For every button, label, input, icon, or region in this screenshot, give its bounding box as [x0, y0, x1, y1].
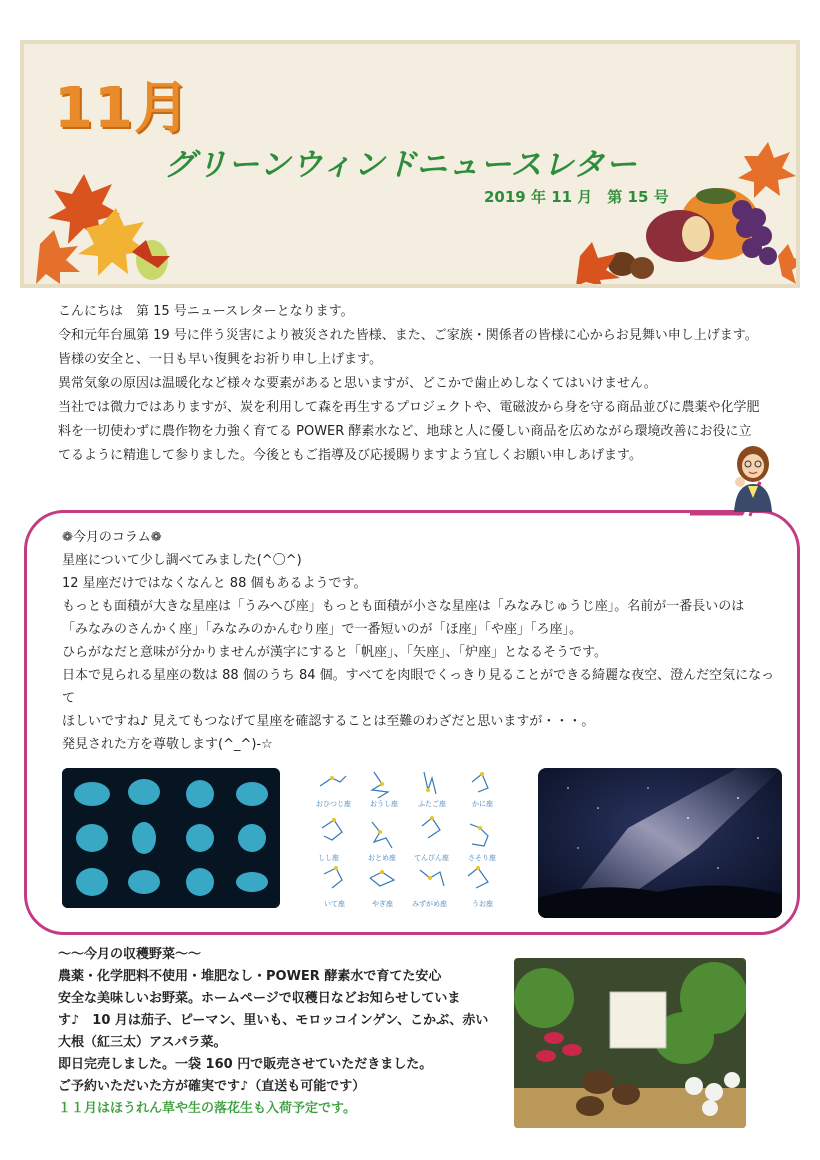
constellation-label: うお座 [472, 900, 493, 908]
zodiac-signs-image [62, 768, 280, 908]
column-line: 星座について少し調べてみました(^〇^) [62, 553, 302, 568]
constellation-label: てんびん座 [414, 854, 449, 862]
constellation-label: おうし座 [370, 800, 398, 808]
constellation-label: やぎ座 [372, 900, 393, 908]
harvest-line: 農薬・化学肥料不使用・堆肥なし・POWER 酵素水で育てた安心 [58, 969, 442, 984]
header-banner [20, 40, 800, 288]
column-line: ほしいですね♪ 見えてもつなげて星座を確認することは至難のわざだと思いますが・・・。 [62, 714, 595, 729]
column-line: 12 星座だけではなくなんと 88 個もあるようです。 [62, 576, 367, 591]
milky-way-photo [538, 768, 782, 918]
column-line: ひらがなだと意味が分かりませんが漢字にすると「帆座」、「矢座」、「炉座」となるそうです。 [62, 645, 607, 660]
constellation-chart-image [312, 768, 512, 916]
vegetables-photo [514, 958, 746, 1128]
intro-line: てるように精進して参りました。今後ともご指導及び応援賜りますよう宜しくお願い申しあげます。 [58, 448, 642, 463]
intro-line: 異常気象の原因は温暖化など様々な要素があると思いますが、どこかで歯止めしなくてはいけません。 [58, 376, 657, 391]
column-line: 「みなみのさんかく座」「みなみのかんむり座」で一番短いのが「ほ座」「や座」「ろ座」。 [62, 622, 583, 637]
column-line: もっとも面積が大きな星座は「うみへび座」もっとも面積が小さな星座は「みなみじゅうじ座」。名前が一番長いのは [62, 599, 745, 614]
woman-avatar-illustration [728, 442, 778, 512]
column-heading: ❁今月のコラム❁ [62, 530, 162, 545]
harvest-line: す♪ 10 月は茄子、ピーマン、里いも、モロッコインゲン、こかぶ、赤い [58, 1013, 489, 1028]
intro-line: 令和元年台風第 19 号に伴う災害により被災された皆様、また、ご家族・関係者の皆様に心からお見舞い申し上げます。 [58, 328, 758, 343]
harvest-heading: ～～今月の収穫野菜～～ [58, 947, 202, 962]
intro-text [58, 300, 778, 468]
constellation-label: ふたご座 [418, 800, 446, 808]
harvest-note: １１月はほうれん草や生の落花生も入荷予定です。 [58, 1101, 356, 1116]
intro-line: 料を一切使わずに農作物を力強く育てる POWER 酵素水など、地球と人に優しい商品を広めながら環境改善にお役に立 [58, 424, 752, 439]
autumn-leaves-illustration-left [32, 164, 182, 284]
harvest-line: 大根（紅三太）アスパラ菜。 [58, 1035, 227, 1050]
harvest-line: ご予約いただいた方が確実です♪（直送も可能です） [58, 1079, 366, 1094]
column-line: 日本で見られる星座の数は 88 個のうち 84 個。すべてを肉眼でくっきり見ることができる綺麗な夜空、澄んだ空気になって [62, 668, 775, 706]
constellation-label: おとめ座 [368, 854, 396, 862]
harvest-line: 即日完売しました。一袋 160 円で販売させていただきました。 [58, 1057, 433, 1072]
constellation-label: さそり座 [468, 854, 496, 862]
constellation-label: みずがめ座 [412, 900, 447, 908]
constellation-label: かに座 [472, 800, 493, 808]
month-title: 11月 [54, 76, 191, 141]
issue-date: 2019 年 11 月 第 15 号 [484, 188, 669, 206]
intro-line: 当社では微力ではありますが、炭を利用して森を再生するプロジェクトや、電磁波から身を守る商品並びに農薬や化学肥 [58, 400, 760, 415]
intro-line: こんにちは 第 15 号ニュースレターとなります。 [58, 304, 354, 319]
constellation-label: いて座 [324, 900, 345, 908]
intro-line: 皆様の安全と、一日も早い復興をお祈り申し上げます。 [58, 352, 382, 367]
harvest-section [58, 944, 498, 1120]
newsletter-title: グリーンウィンドニュースレター [164, 147, 638, 183]
constellation-label: おひつじ座 [316, 800, 351, 808]
constellation-label: しし座 [318, 854, 339, 862]
column-line: 発見された方を尊敬します(^_^)-☆ [62, 737, 273, 752]
harvest-line: 安全な美味しいお野菜。ホームページで収穫日などお知らせしていま [58, 991, 461, 1006]
column-text [62, 526, 782, 756]
